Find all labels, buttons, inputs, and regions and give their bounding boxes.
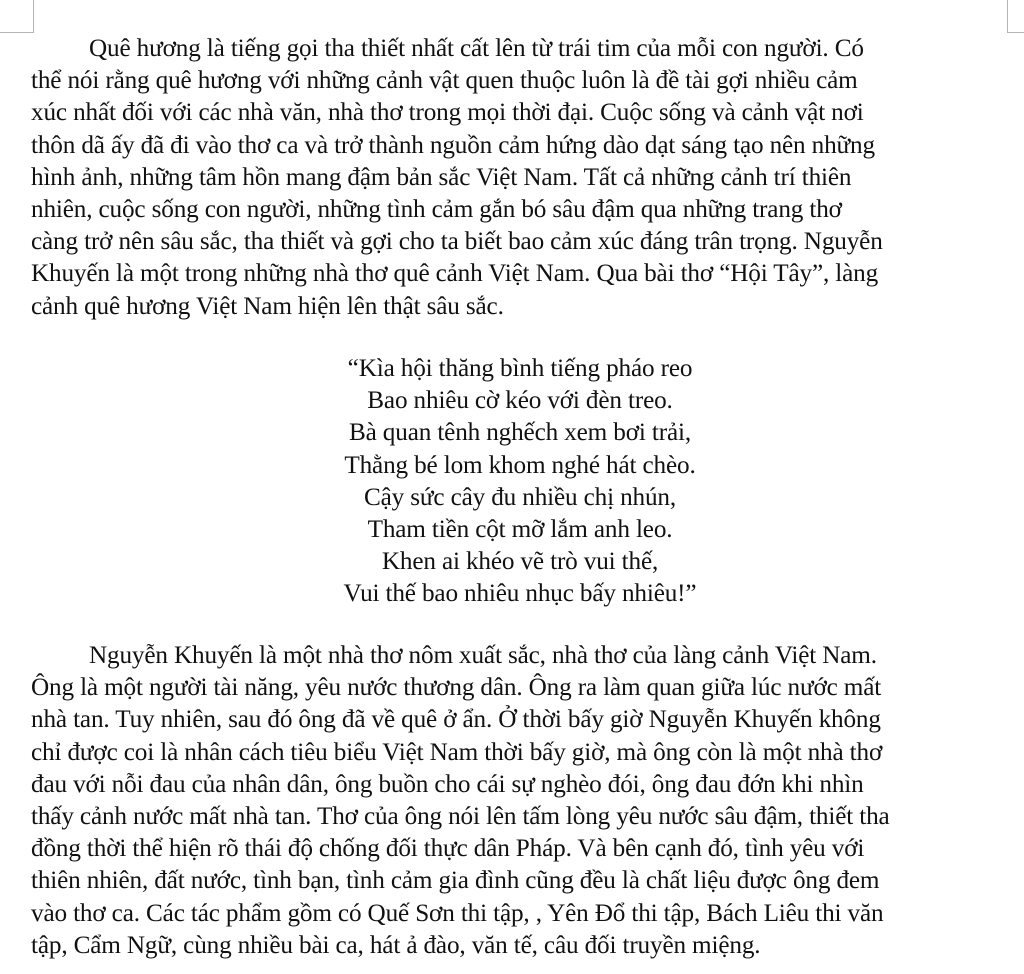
text-line: Khuyến là một trong những nhà thơ quê cảnh Việt Nam. Qua bài thơ “Hội Tây”, làng: [31, 260, 879, 288]
text-line: hình ảnh, những tâm hồn mang đậm bản sắc Việt Nam. Tất cả những cảnh trí thiên: [31, 163, 852, 191]
text-line: thiên nhiên, đất nước, tình bạn, tình cảm gia đình cũng đều là chất liệu được ông đem: [31, 867, 880, 895]
text-line: thôn dã ấy đã đi vào thơ ca và trở thành nguồn cảm hứng dào dạt sáng tạo nên những: [31, 131, 875, 159]
text-line: thấy cảnh nước mất nhà tan. Thơ của ông nói lên tấm lòng yêu nước sâu đậm, thiết tha: [31, 802, 890, 830]
paragraph-intro: [31, 33, 1011, 323]
text-line: đồng thời thể hiện rõ thái độ chống đối thực dân Pháp. Và bên cạnh đó, tình yêu với: [31, 835, 865, 863]
paragraph-author: [31, 640, 1011, 962]
text-line: thể nói rằng quê hương với những cảnh vật quen thuộc luôn là đề tài gợi nhiều cảm: [31, 67, 858, 95]
text-line: chỉ được coi là nhân cách tiêu biểu Việt Nam thời bấy giờ, mà ông còn là một nhà thơ: [31, 738, 883, 766]
poem-line: Bà quan tênh nghếch xem bơi trải,: [348, 419, 691, 447]
text-line: Nguyễn Khuyến là một nhà thơ nôm xuất sắc, nhà thơ của làng cảnh Việt Nam.: [89, 642, 877, 669]
poem-line: Tham tiền cột mỡ lắm anh leo.: [367, 515, 673, 543]
poem-line: “Kìa hội thăng bình tiếng pháo reo: [347, 355, 693, 382]
poem-line: Cậy sức cây đu nhiều chị nhún,: [363, 483, 677, 511]
text-line: Quê hương là tiếng gọi tha thiết nhất cất lên từ trái tim của mỗi con người. Có: [89, 35, 864, 62]
text-line: vào thơ ca. Các tác phẩm gồm có Quế Sơn thi tập, , Yên Đổ thi tập, Bách Liêu thi văn: [31, 899, 884, 927]
text-line: xúc nhất đối với các nhà văn, nhà thơ trong mọi thời đại. Cuộc sống và cảnh vật nơi: [31, 99, 864, 127]
top-right-margin-mark: [1007, 0, 1024, 33]
text-line: càng trở nên sâu sắc, tha thiết và gợi cho ta biết bao cảm xúc đáng trân trọng. Nguyễn: [31, 228, 883, 256]
top-left-margin-mark: [0, 0, 34, 33]
poem-line: Thằng bé lom khom nghé hát chèo.: [344, 451, 696, 479]
text-line: tập, Cẩm Ngữ, cùng nhiều bài ca, hát ả đào, văn tế, câu đối truyền miệng.: [31, 931, 761, 959]
poem-quote: [0, 353, 1024, 611]
poem-line: Vui thế bao nhiêu nhục bấy nhiêu!”: [343, 580, 697, 608]
poem-line: Bao nhiêu cờ kéo với đèn treo.: [367, 387, 673, 415]
text-line: nhà tan. Tuy nhiên, sau đó ông đã về quê ở ẩn. Ở thời bấy giờ Nguyễn Khuyến không: [31, 706, 881, 734]
text-line: nhiên, cuộc sống con người, những tình cảm gắn bó sâu đậm qua những trang thơ: [31, 195, 842, 223]
text-line: đau với nỗi đau của nhân dân, ông buồn cho cái sự nghèo đói, ông đau đớn khi nhìn: [31, 770, 864, 798]
poem-line: Khen ai khéo vẽ trò vui thế,: [381, 548, 659, 576]
text-line: Ông là một người tài năng, yêu nước thương dân. Ông ra làm quan giữa lúc nước mất: [31, 674, 882, 702]
text-line: cảnh quê hương Việt Nam hiện lên thật sâu sắc.: [31, 292, 504, 320]
